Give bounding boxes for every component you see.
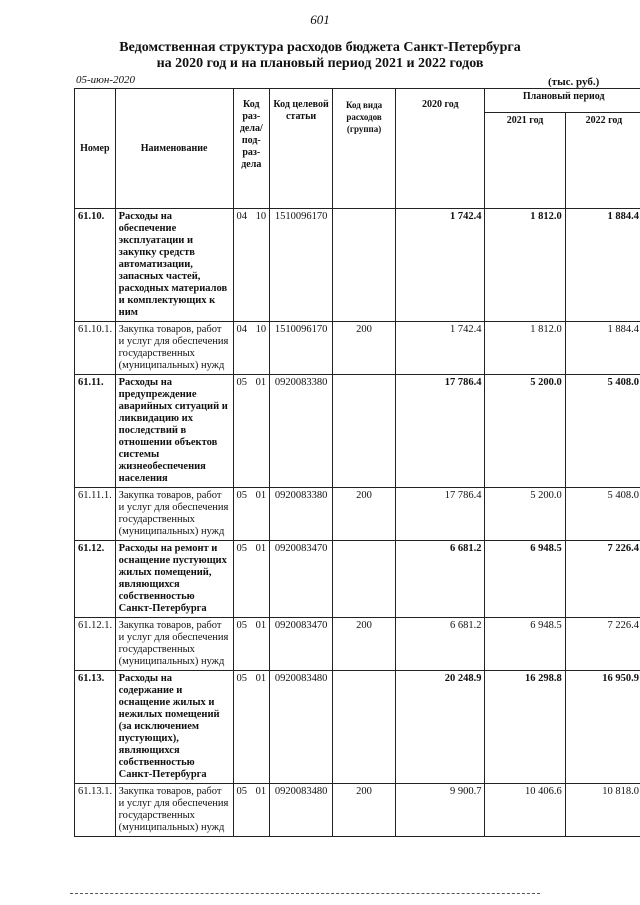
row-section-code: [233, 322, 270, 375]
row-amount-2022: 1 884.4: [565, 209, 640, 322]
row-amount-2020: 1 742.4: [396, 209, 485, 322]
row-amount-2020: 9 900.7: [396, 784, 485, 837]
row-article-code: 1510096170: [270, 322, 333, 375]
row-expense-type: [333, 209, 396, 322]
row-subsection: 10: [255, 324, 267, 335]
row-amount-2020: 1 742.4: [396, 322, 485, 375]
table-row: [75, 618, 640, 671]
table-row: [75, 375, 640, 488]
row-section: 05: [236, 377, 247, 388]
budget-table: [74, 88, 640, 837]
row-subsection: 01: [255, 673, 267, 684]
header-year-2021: 2021 год: [485, 113, 565, 209]
row-section-code: [233, 618, 270, 671]
row-subsection: 01: [255, 786, 267, 797]
row-expense-type: [333, 541, 396, 618]
table-row: [75, 541, 640, 618]
row-number: 61.11.1.: [75, 488, 116, 541]
row-number: 61.11.: [75, 375, 116, 488]
row-article-code: 1510096170: [270, 209, 333, 322]
row-article-code: 0920083480: [270, 784, 333, 837]
row-expense-type: 200: [333, 322, 396, 375]
row-section: 04: [236, 324, 247, 335]
header-year-2022: 2022 год: [565, 113, 640, 209]
row-article-code: 0920083470: [270, 618, 333, 671]
table-row: [75, 784, 640, 837]
row-amount-2022: 5 408.0: [565, 375, 640, 488]
table-row: [75, 488, 640, 541]
row-subsection: 10: [255, 211, 267, 222]
row-name: Расходы на содержание и оснащение жилых и нежилых помещений (за исключением пустующих), являющихся собственностью Санкт-Петербурга: [115, 671, 233, 784]
row-amount-2021: 10 406.6: [485, 784, 565, 837]
row-section-code: [233, 488, 270, 541]
row-amount-2022: 7 226.4: [565, 618, 640, 671]
header-section-code: Код раз-дела/ под-раз-дела: [233, 89, 270, 209]
row-name: Закупка товаров, работ и услуг для обеспечения государственных (муниципальных) нужд: [115, 322, 233, 375]
title-line-2: на 2020 год и на плановый период 2021 и 2022 годов: [156, 56, 484, 71]
row-amount-2021: 6 948.5: [485, 541, 565, 618]
row-section: 05: [236, 490, 247, 501]
row-expense-type: [333, 671, 396, 784]
row-amount-2022: 10 818.0: [565, 784, 640, 837]
row-article-code: 0920083480: [270, 671, 333, 784]
row-section: 05: [236, 673, 247, 684]
row-section: 05: [236, 786, 247, 797]
header-number: Номер: [75, 89, 116, 209]
document-title: [0, 40, 640, 72]
row-amount-2021: 1 812.0: [485, 322, 565, 375]
footer-divider: [70, 893, 540, 895]
row-article-code: 0920083470: [270, 541, 333, 618]
row-name: Расходы на предупреждение аварийных ситуаций и ликвидацию их последствий в отношении объектов системы жизнеобеспечения населения: [115, 375, 233, 488]
table-row: [75, 209, 640, 322]
table-row: [75, 322, 640, 375]
row-number: 61.10.1.: [75, 322, 116, 375]
row-name: Расходы на обеспечение эксплуатации и закупку средств автоматизации, запасных частей, расходных материалов и комплектующих к ним: [115, 209, 233, 322]
row-amount-2021: 5 200.0: [485, 488, 565, 541]
row-amount-2020: 6 681.2: [396, 618, 485, 671]
row-expense-type: 200: [333, 784, 396, 837]
row-amount-2021: 16 298.8: [485, 671, 565, 784]
row-section: 04: [236, 211, 247, 222]
row-name: Расходы на ремонт и оснащение пустующих жилых помещений, являющихся собственностью Санкт-Петербурга: [115, 541, 233, 618]
row-amount-2020: 6 681.2: [396, 541, 485, 618]
row-amount-2022: 1 884.4: [565, 322, 640, 375]
row-amount-2021: 5 200.0: [485, 375, 565, 488]
row-name: Закупка товаров, работ и услуг для обеспечения государственных (муниципальных) нужд: [115, 784, 233, 837]
row-number: 61.12.: [75, 541, 116, 618]
row-amount-2022: 16 950.9: [565, 671, 640, 784]
row-number: 61.13.1.: [75, 784, 116, 837]
row-section-code: [233, 209, 270, 322]
row-name: Закупка товаров, работ и услуг для обеспечения государственных (муниципальных) нужд: [115, 618, 233, 671]
row-number: 61.13.: [75, 671, 116, 784]
row-number: 61.12.1.: [75, 618, 116, 671]
row-expense-type: 200: [333, 618, 396, 671]
row-expense-type: [333, 375, 396, 488]
row-amount-2021: 1 812.0: [485, 209, 565, 322]
row-amount-2020: 20 248.9: [396, 671, 485, 784]
row-amount-2021: 6 948.5: [485, 618, 565, 671]
row-amount-2020: 17 786.4: [396, 488, 485, 541]
header-planned-period: Плановый период: [485, 89, 640, 113]
header-name: Наименование: [115, 89, 233, 209]
row-section-code: [233, 671, 270, 784]
row-article-code: 0920083380: [270, 488, 333, 541]
header-article-code: Код целевой статьи: [270, 89, 333, 209]
table-body: [75, 209, 640, 837]
title-line-1: Ведомственная структура расходов бюджета Санкт-Петербурга: [119, 40, 521, 55]
header-year-2020: 2020 год: [396, 89, 485, 209]
row-number: 61.10.: [75, 209, 116, 322]
row-section: 05: [236, 620, 247, 631]
units-label: (тыс. руб.): [548, 76, 600, 88]
row-subsection: 01: [255, 490, 267, 501]
row-section-code: [233, 541, 270, 618]
row-section-code: [233, 375, 270, 488]
row-amount-2022: 5 408.0: [565, 488, 640, 541]
row-subsection: 01: [255, 620, 267, 631]
header-expense-type-code: Код вида расходов (группа): [333, 89, 396, 209]
document-date: 05-июн-2020: [76, 74, 136, 86]
row-article-code: 0920083380: [270, 375, 333, 488]
row-subsection: 01: [255, 543, 267, 554]
table-row: [75, 671, 640, 784]
row-section-code: [233, 784, 270, 837]
row-amount-2022: 7 226.4: [565, 541, 640, 618]
row-expense-type: 200: [333, 488, 396, 541]
page-number: 601: [310, 12, 330, 27]
row-amount-2020: 17 786.4: [396, 375, 485, 488]
row-subsection: 01: [255, 377, 267, 388]
row-name: Закупка товаров, работ и услуг для обеспечения государственных (муниципальных) нужд: [115, 488, 233, 541]
row-section: 05: [236, 543, 247, 554]
